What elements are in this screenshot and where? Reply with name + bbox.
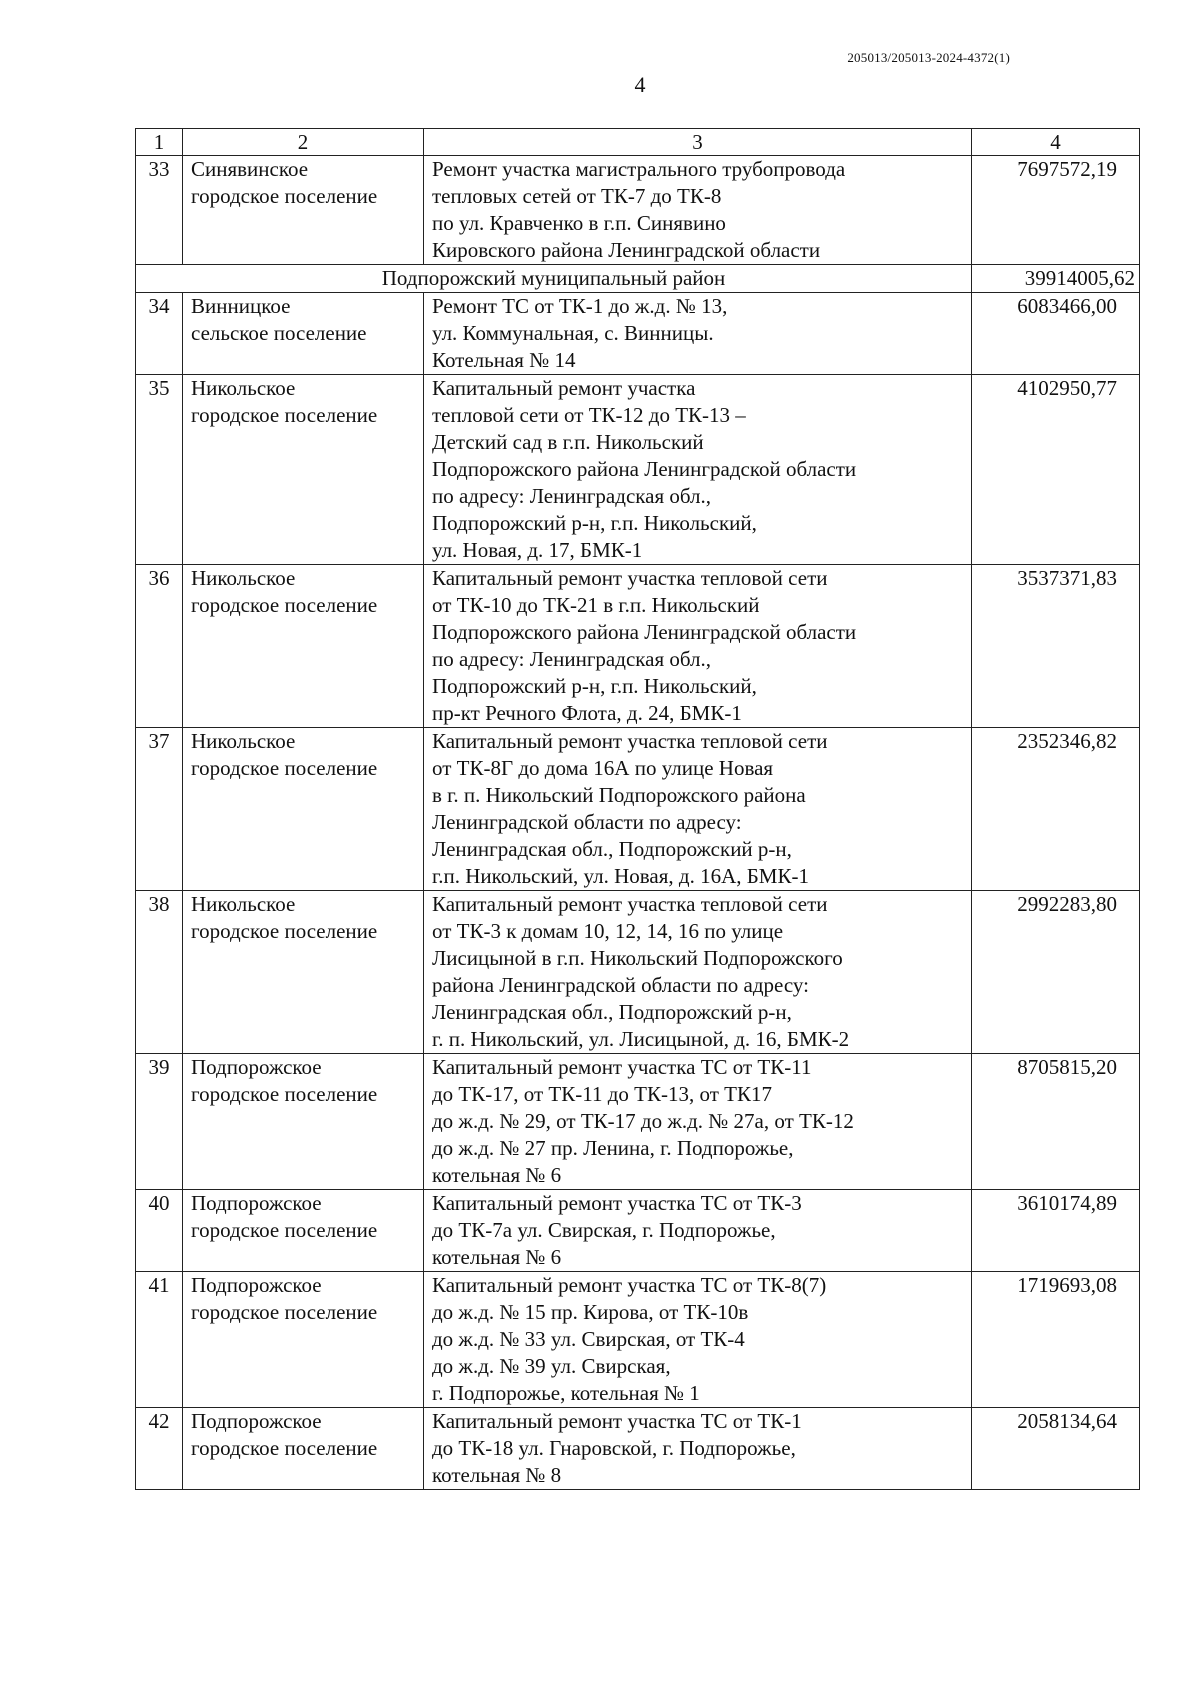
table-row [136,891,1140,1054]
description-line: Ремонт ТС от ТК-1 до ж.д. № 13, [432,294,728,318]
description-line: до ТК-7а ул. Свирская, г. Подпорожье, [432,1218,776,1242]
row-number: 36 [136,565,183,728]
description-line: до ж.д. № 29, от ТК-17 до ж.д. № 27а, от ТК-12 [432,1109,854,1133]
description-line: по адресу: Ленинградская обл., [432,647,712,671]
description-line: до ТК-18 ул. Гнаровской, г. Подпорожье, [432,1436,796,1460]
description-line: Капитальный ремонт участка тепловой сети [432,729,828,753]
column-number-row [136,129,1140,156]
table-row [136,1408,1140,1490]
settlement-line: городское поселение [191,184,378,208]
description-cell [424,1190,972,1272]
settlement-line: городское поселение [191,593,378,617]
description-line: пр-кт Речного Флота, д. 24, БМК-1 [432,701,742,725]
settlement-line: Винницкое [191,294,291,318]
settlement-line: городское поселение [191,403,378,427]
description-line: по ул. Кравченко в г.п. Синявино [432,211,726,235]
column-header-4: 4 [972,129,1140,156]
settlement-line: Подпорожское [191,1191,322,1215]
settlement-line: сельское поселение [191,321,367,345]
description-line: Капитальный ремонт участка ТС от ТК-11 [432,1055,812,1079]
table-row [136,565,1140,728]
table-row [136,1190,1140,1272]
description-line: до ж.д. № 27 пр. Ленина, г. Подпорожье, [432,1136,794,1160]
row-number: 34 [136,293,183,375]
table-row [136,156,1140,265]
description-line: котельная № 6 [432,1245,562,1269]
settlement-cell [183,293,424,375]
description-line: тепловой сети от ТК-12 до ТК-13 – [432,403,746,427]
column-header-2: 2 [183,129,424,156]
description-cell [424,1054,972,1190]
settlement-line: городское поселение [191,1436,378,1460]
row-number: 42 [136,1408,183,1490]
settlement-line: Подпорожское [191,1409,322,1433]
amount-cell: 2058134,64 [972,1408,1140,1490]
amount-cell: 3610174,89 [972,1190,1140,1272]
description-line: г. п. Никольский, ул. Лисицыной, д. 16, БМК-2 [432,1027,850,1051]
district-name: Подпорожский муниципальный район [136,265,972,293]
settlement-cell [183,156,424,265]
column-header-1: 1 [136,129,183,156]
description-line: Ленинградская обл., Подпорожский р-н, [432,837,792,861]
description-cell [424,293,972,375]
table-row [136,1272,1140,1408]
amount-cell: 4102950,77 [972,375,1140,565]
document-number: 205013/205013-2024-4372(1) [847,50,1010,65]
settlement-line: Никольское [191,729,296,753]
description-cell [424,728,972,891]
amount-cell: 1719693,08 [972,1272,1140,1408]
description-line: до ТК-17, от ТК-11 до ТК-13, от ТК17 [432,1082,772,1106]
settlement-cell [183,1190,424,1272]
settlement-line: Никольское [191,376,296,400]
description-line: Капитальный ремонт участка ТС от ТК-1 [432,1409,802,1433]
settlement-cell [183,728,424,891]
settlement-cell [183,891,424,1054]
row-number: 41 [136,1272,183,1408]
settlement-cell [183,565,424,728]
description-cell [424,375,972,565]
description-line: по адресу: Ленинградская обл., [432,484,712,508]
settlement-line: Подпорожское [191,1273,322,1297]
settlement-line: городское поселение [191,756,378,780]
description-line: Подпорожского района Ленинградской области [432,457,857,481]
row-number: 39 [136,1054,183,1190]
description-line: котельная № 6 [432,1163,562,1187]
description-line: Детский сад в г.п. Никольский [432,430,704,454]
funding-table [135,128,1140,1490]
settlement-line: Никольское [191,566,296,590]
settlement-line: Подпорожское [191,1055,322,1079]
description-cell [424,156,972,265]
description-line: Капитальный ремонт участка [432,376,696,400]
table-row [136,1054,1140,1190]
row-number: 37 [136,728,183,891]
row-number: 40 [136,1190,183,1272]
settlement-line: Синявинское [191,157,309,181]
settlement-line: городское поселение [191,1218,378,1242]
description-line: Котельная № 14 [432,348,576,372]
description-line: тепловых сетей от ТК-7 до ТК-8 [432,184,722,208]
description-line: Лисицыной в г.п. Никольский Подпорожского [432,946,843,970]
settlement-cell [183,1272,424,1408]
column-header-3: 3 [424,129,972,156]
table-row [136,728,1140,891]
amount-cell: 2992283,80 [972,891,1140,1054]
description-line: от ТК-3 к домам 10, 12, 14, 16 по улице [432,919,784,943]
description-line: Ленинградская обл., Подпорожский р-н, [432,1000,792,1024]
settlement-line: Никольское [191,892,296,916]
district-amount: 39914005,62 [972,265,1140,293]
settlement-line: городское поселение [191,1082,378,1106]
row-number: 33 [136,156,183,265]
description-line: до ж.д. № 39 ул. Свирская, [432,1354,671,1378]
description-cell [424,1272,972,1408]
description-line: ул. Новая, д. 17, БМК-1 [432,538,643,562]
settlement-line: городское поселение [191,919,378,943]
settlement-cell [183,1054,424,1190]
description-line: в г. п. Никольский Подпорожского района [432,783,806,807]
amount-cell: 7697572,19 [972,156,1140,265]
table-row [136,293,1140,375]
description-line: Подпорожского района Ленинградской области [432,620,857,644]
description-line: Подпорожский р-н, г.п. Никольский, [432,511,757,535]
description-line: от ТК-10 до ТК-21 в г.п. Никольский [432,593,760,617]
description-cell [424,891,972,1054]
description-line: от ТК-8Г до дома 16А по улице Новая [432,756,774,780]
description-line: до ж.д. № 15 пр. Кирова, от ТК-10в [432,1300,749,1324]
amount-cell: 2352346,82 [972,728,1140,891]
description-line: района Ленинградской области по адресу: [432,973,809,997]
amount-cell: 3537371,83 [972,565,1140,728]
settlement-cell [183,375,424,565]
description-cell [424,565,972,728]
settlement-line: городское поселение [191,1300,378,1324]
table-row [136,375,1140,565]
description-line: Капитальный ремонт участка ТС от ТК-3 [432,1191,802,1215]
page-number: 4 [634,72,646,97]
table-body [136,129,1140,1490]
description-line: г. Подпорожье, котельная № 1 [432,1381,700,1405]
amount-cell: 6083466,00 [972,293,1140,375]
row-number: 38 [136,891,183,1054]
description-line: Ремонт участка магистрального трубопровода [432,157,846,181]
amount-cell: 8705815,20 [972,1054,1140,1190]
description-line: котельная № 8 [432,1463,562,1487]
district-row [136,265,1140,293]
description-line: Капитальный ремонт участка тепловой сети [432,566,828,590]
description-line: Ленинградской области по адресу: [432,810,742,834]
settlement-cell [183,1408,424,1490]
description-line: до ж.д. № 33 ул. Свирская, от ТК-4 [432,1327,745,1351]
description-cell [424,1408,972,1490]
description-line: г.п. Никольский, ул. Новая, д. 16А, БМК-1 [432,864,809,888]
description-line: Подпорожский р-н, г.п. Никольский, [432,674,757,698]
description-line: ул. Коммунальная, с. Винницы. [432,321,714,345]
description-line: Капитальный ремонт участка тепловой сети [432,892,828,916]
description-line: Капитальный ремонт участка ТС от ТК-8(7) [432,1273,827,1297]
description-line: Кировского района Ленинградской области [432,238,821,262]
row-number: 35 [136,375,183,565]
